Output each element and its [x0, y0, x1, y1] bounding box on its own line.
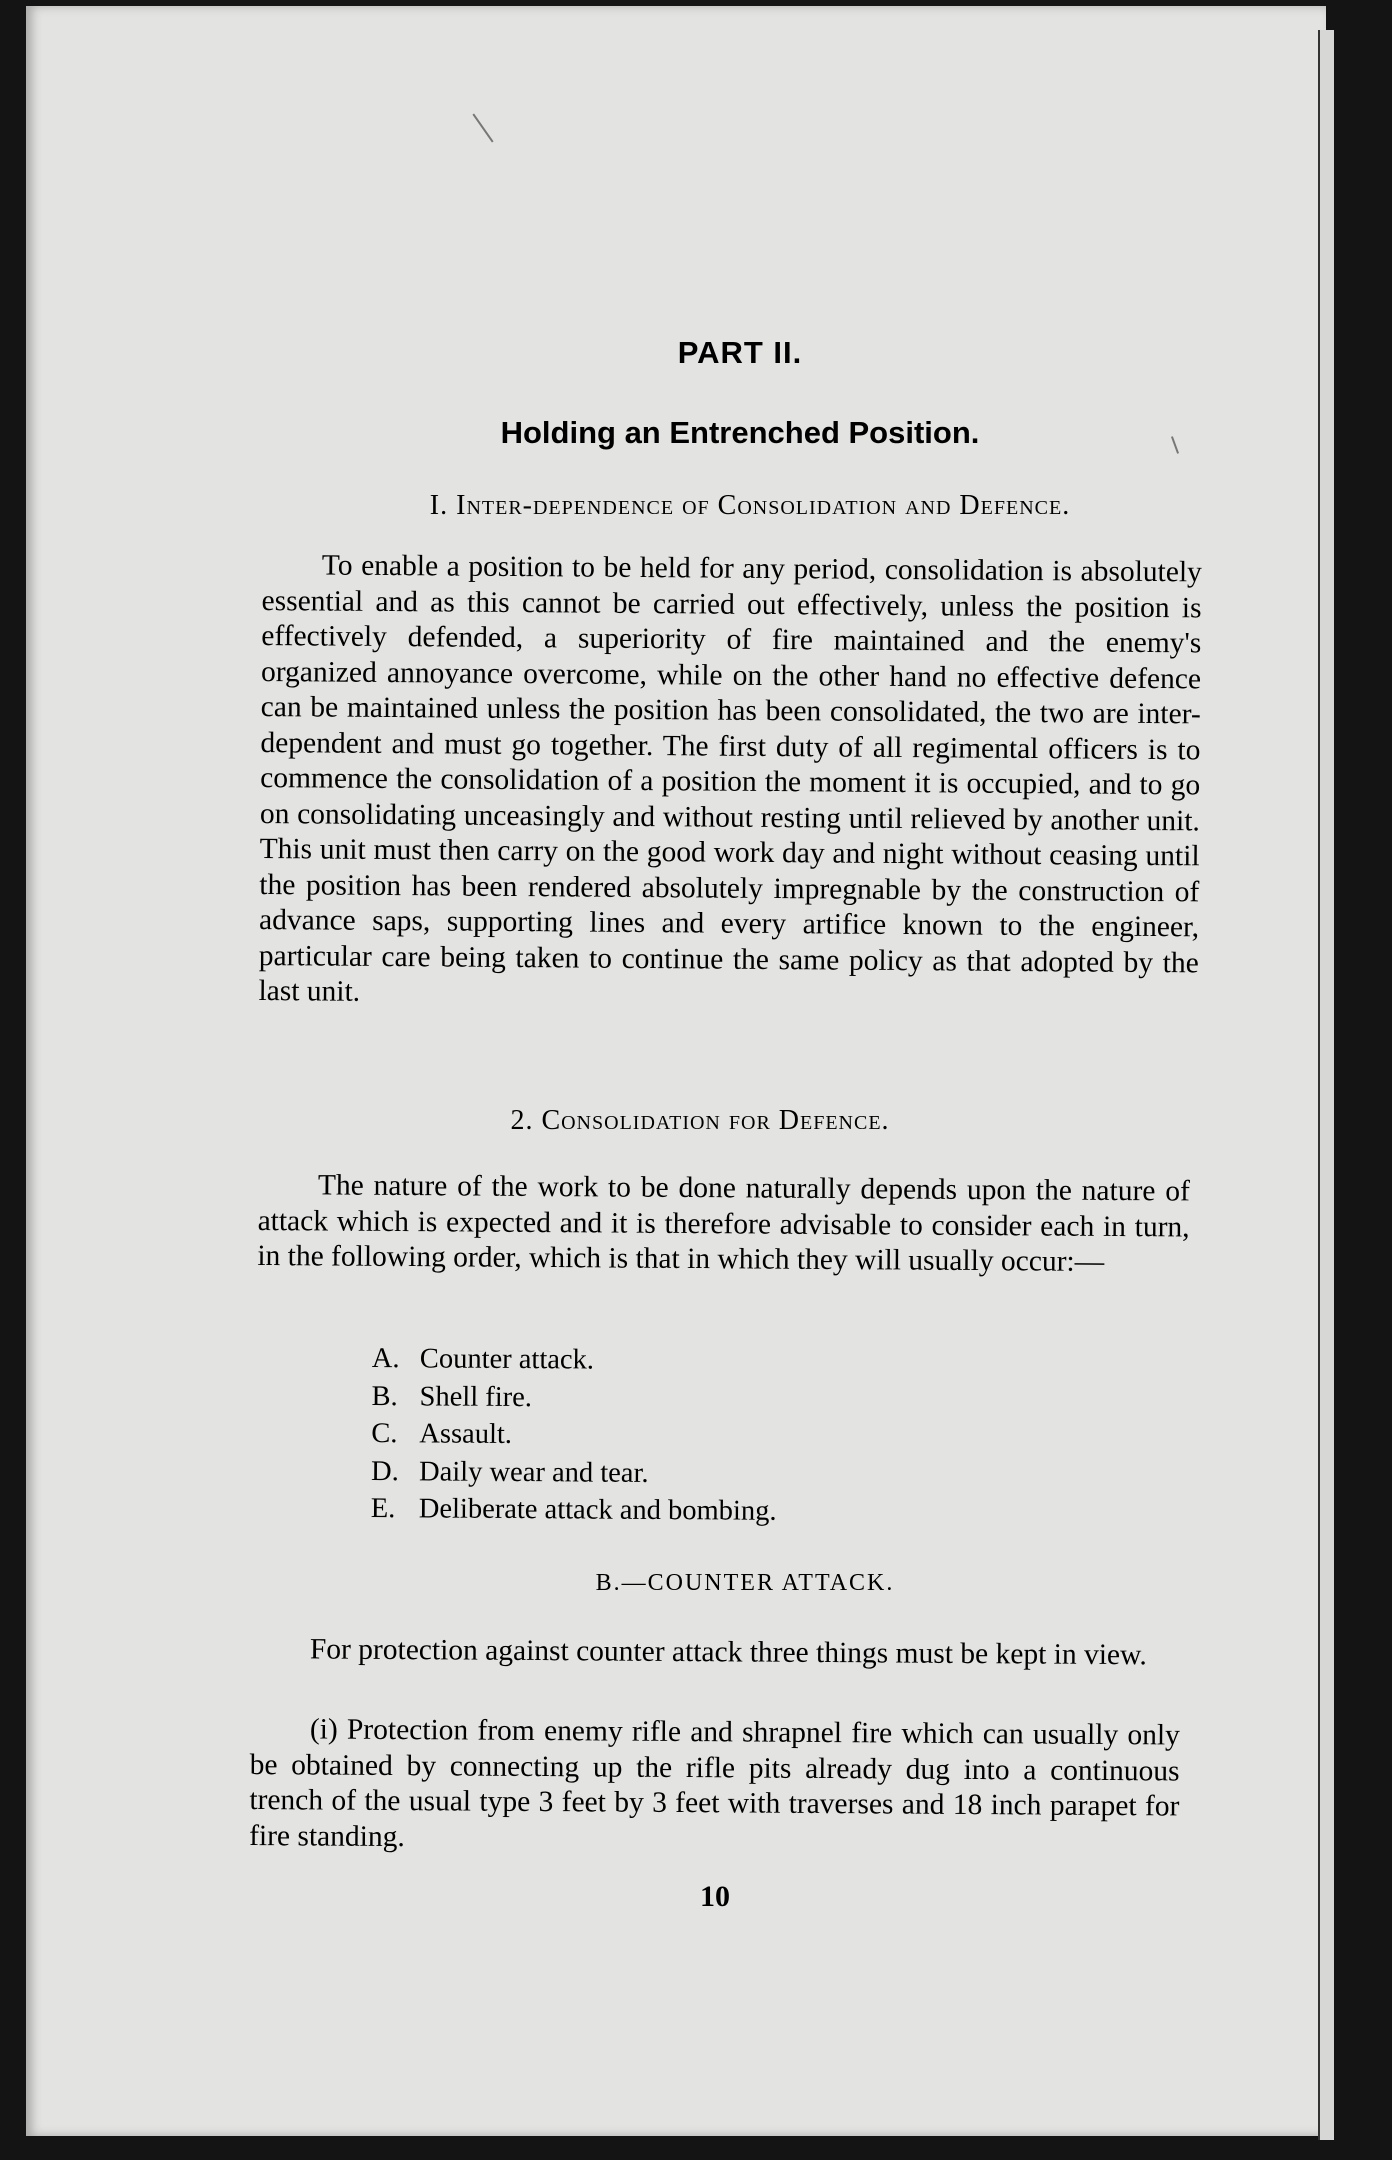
list-item-text: Counter attack.: [419, 1343, 595, 1376]
chapter-title: Holding an Entrenched Position.: [500, 415, 980, 450]
list-item-letter: B.: [371, 1380, 398, 1412]
list-item-text: Deliberate attack and bombing.: [418, 1493, 777, 1527]
paragraph-counter-attack-intro: For protection against counter attack three things must be kept in view.: [309, 1633, 1147, 1672]
section-heading-consolidation: 2. Consolidation for Defence.: [510, 1105, 890, 1136]
list-item-letter: A.: [371, 1342, 400, 1375]
attack-types-list: [371, 1340, 972, 1532]
paragraph-counter-attack-protection: (i) Protection from enemy rifle and shrapnel fire which can usually only be obtained by connecting up the rifle pits already dug into a continuous trench of the usual type 3 feet by 3 feet with traverses and 18 inch parapet for fire standing.: [249, 1713, 1180, 1853]
list-item-text: Assault.: [419, 1418, 513, 1450]
list-item: [371, 1490, 971, 1532]
list-item: [371, 1377, 971, 1419]
section-heading-inter-dependence: I. Inter-dependence of Consolidation and Defence.: [429, 490, 1071, 521]
part-title: PART II.: [677, 335, 803, 370]
list-item-text: Shell fire.: [419, 1380, 533, 1413]
scan-mark: [472, 114, 493, 143]
paragraph-consolidation: The nature of the work to be done naturally depends upon the nature of attack which is expected and it is therefore advisable to consider each in turn, in the following order, which is that in which they will usually occur:—: [257, 1169, 1190, 1278]
list-item-letter: D.: [370, 1455, 399, 1487]
list-item-letter: E.: [370, 1492, 396, 1525]
list-item-text: Daily wear and tear.: [418, 1455, 649, 1489]
paragraph-inter-dependence: To enable a position to be held for any period, consolidation is absolutely essential and as this cannot be carried out effectively, unless the position is effectively defended, a superiority of fire maintained and the enemy's organized annoyance overcome, while on the other hand no effective defence can be maintained unless the position has been consolidated, the two are inter-dependent and must go together. The first duty of all regimental officers is to commence the consolidation of a position the moment it is occupied, and to go on consolidating unceasingly and without resting until relieved by another unit. This unit must then carry on the good work day and night without ceasing until the position has been rendered absolutely impregnable by the construction of advance saps, supporting lines and every artifice known to the engineer, particular care being taken to continue the same policy as that adopted by the last unit.: [258, 549, 1202, 1008]
list-item-letter: C.: [371, 1417, 398, 1450]
page-edge: [1318, 30, 1334, 2140]
section-heading-counter-attack: B.—COUNTER ATTACK.: [595, 1570, 895, 1596]
list-item: [372, 1340, 972, 1382]
list-item: [371, 1452, 971, 1494]
list-item: [371, 1415, 971, 1457]
page-number: 10: [700, 1880, 730, 1913]
